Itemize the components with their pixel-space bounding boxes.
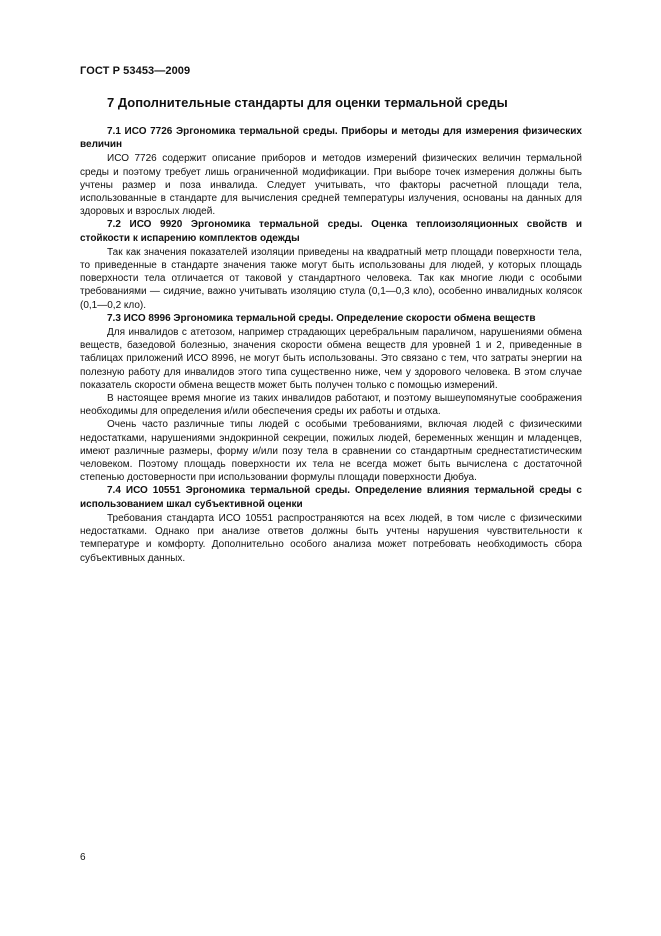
subsection-heading-7-4: 7.4 ИСО 10551 Эргономика термальной среды. Определение влияния термальной среды с использованием шкал субъективной оценки: [80, 485, 582, 510]
paragraph: ИСО 7726 содержит описание приборов и методов измерений физических величин термальной среды и поэтому требует лишь ограниченной модификации. При выборе точек измерения должны быть учтены размер и поза инвалида. Следует учитывать, что факторы расчетной площади тела, использованные в стандарте для вычисления средней температуры излучения, основаны на данных для здоровых и взрослых людей.: [80, 153, 582, 218]
subsection-heading-7-3: 7.3 ИСО 8996 Эргономика термальной среды. Определение скорости обмена веществ: [107, 312, 536, 324]
section-title: 7 Дополнительные стандарты для оценки термальной среды: [107, 95, 508, 110]
document-header: ГОСТ Р 53453—2009: [80, 65, 191, 77]
document-body: [80, 125, 582, 565]
subsection-heading-7-2: 7.2 ИСО 9920 Эргономика термальной среды. Оценка теплоизоляционных свойств и стойкости к испарению комплектов одежды: [80, 219, 582, 244]
page-number: 6: [80, 852, 86, 863]
subsection-heading-7-1: 7.1 ИСО 7726 Эргономика термальной среды. Приборы и методы для измерения физических величин: [80, 126, 582, 151]
paragraph: Так как значения показателей изоляции приведены на квадратный метр площади поверхности тела, то приведенные в стандарте значения также могут быть использованы для людей, у которых площадь поверхности тела отличается от таковой у стандартного человека. Так как многие люди с особыми требованиями — сидячие, важно учитывать изоляцию стула (0,1—0,3 кло), особенно инвалидных колясок (0,1—0,2 кло).: [80, 246, 582, 311]
paragraph: В настоящее время многие из таких инвалидов работают, и поэтому вышеупомянутые соображения необходимы для определения и/или обеспечения среды их работы и отдыха.: [80, 393, 582, 418]
paragraph: Требования стандарта ИСО 10551 распространяются на всех людей, в том числе с физическими недостатками. Однако при анализе ответов должны быть учтены нарушения чувствительности к температуре и комфорту. Дополнительно особого анализа может потребовать необходимость сбора субъективных данных.: [80, 512, 582, 564]
paragraph: Очень часто различные типы людей с особыми требованиями, включая людей с физическими недостатками, нарушениями эндокринной секреции, пожилых людей, беременных женщин и младенцев, имеют различные размеры, форму и/или позу тела в сравнении со стандартным среднестатистическим человеком. Поэтому площадь поверхности их тела не всегда может быть вычислена с достаточной степенью достоверности при использовании формулы площади поверхности Дюбуа.: [80, 419, 582, 484]
paragraph: Для инвалидов с атетозом, например страдающих церебральным параличом, нарушениями обмена веществ, базедовой болезнью, значения скорости обмена веществ для уровней 1 и 2, приведенные в таблицах приложений ИСО 8996, не могут быть использованы. Это связано с тем, что затраты энергии на полезную работу для инвалидов этого типа существенно ниже, чем у здорового человека. В этом случае показатель скорости обмена веществ может быть получен только с помощью измерений.: [80, 327, 582, 391]
